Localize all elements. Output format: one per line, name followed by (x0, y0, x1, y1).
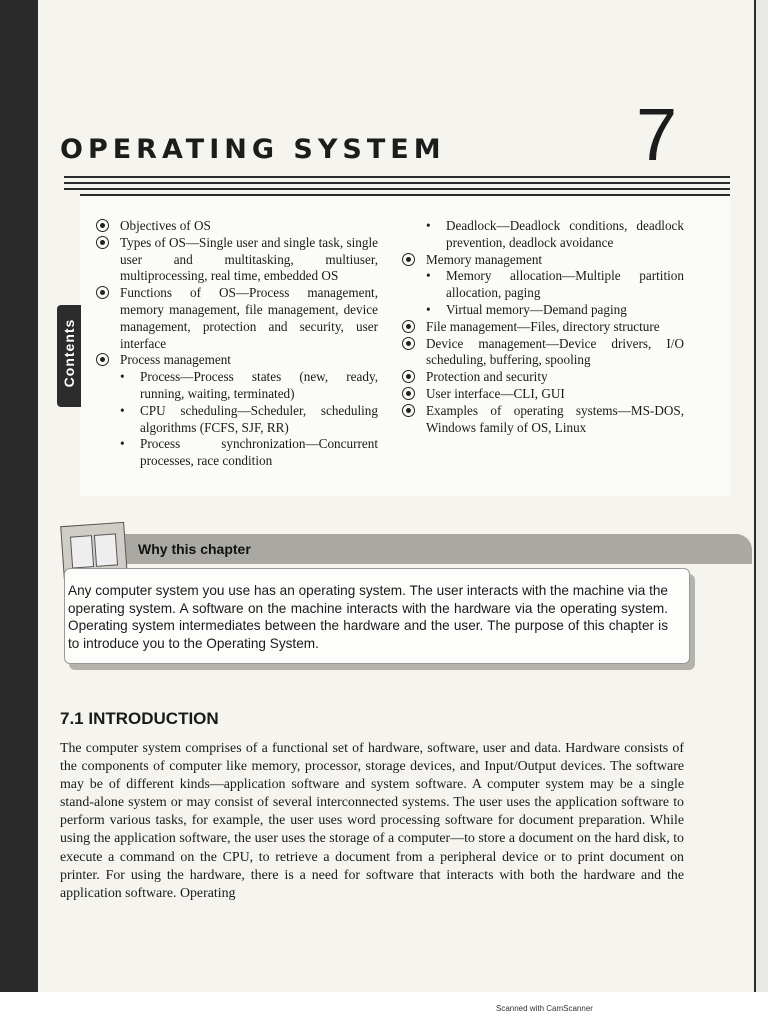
circled-dot-icon (402, 337, 415, 350)
bullet-icon: • (120, 402, 125, 418)
contents-text: CPU scheduling—Scheduler, scheduling algorithms (FCFS, SJF, RR) (140, 402, 378, 435)
contents-subitem (402, 268, 684, 302)
scan-footer (0, 992, 768, 1024)
bullet-icon: • (426, 218, 431, 233)
title-rule-3 (64, 188, 730, 190)
contents-text: Process—Process states (new, ready, running, waiting, terminated) (140, 369, 378, 401)
contents-text: Examples of operating systems—MS-DOS, Windows family of OS, Linux (426, 402, 684, 435)
contents-subitem (402, 302, 684, 319)
contents-item (96, 218, 378, 235)
chapter-title: OPERATING SYSTEM (60, 134, 446, 165)
page-binding-edge (0, 0, 38, 992)
contents-item (402, 403, 684, 437)
contents-tab (57, 305, 81, 407)
contents-item (402, 336, 684, 370)
circled-dot-icon (402, 253, 415, 266)
contents-subitem (96, 369, 378, 403)
contents-text: Deadlock—Deadlock conditions, deadlock prevention, deadlock avoidance (446, 218, 684, 250)
contents-subitem (96, 436, 378, 470)
section-body: The computer system comprises of a functional set of hardware, software, user and data. Hardware consists of the components of computer like memory, processor, storage devices, and Input/Output devices. The software may be of different kinds—application software and system software. A computer system may be a single stand-alone system or may consist of several interconnected systems. The user uses the application software to perform various tasks, for example, the user uses word processing software for document preparation. While using the application software, the user uses the storage of a computer—to store a document on the hard disk, to execute a command on the CPU, to retrieve a document from a peripheral device or to print document on printer. For using the hardware, there is a need for software that interacts with both the hardware and the application software. Operating (60, 741, 684, 901)
contents-text: Memory management (426, 251, 543, 267)
contents-item (96, 352, 378, 369)
circled-dot-icon (96, 353, 109, 366)
section-title: 7.1 INTRODUCTION (60, 709, 219, 728)
contents-text: Functions of OS—Process management, memory management, file management, device management, protection and security, user interface (120, 285, 378, 351)
contents-item (402, 386, 684, 403)
contents-text: Process synchronization—Concurrent processes, race condition (140, 436, 378, 469)
title-rule-1 (64, 176, 730, 178)
circled-dot-icon (96, 286, 109, 299)
contents-text: User interface—CLI, GUI (426, 385, 565, 401)
contents-subitem (96, 403, 378, 437)
chapter-number: 7 (636, 93, 678, 176)
bullet-icon: • (120, 436, 125, 452)
why-chapter-text: Any computer system you use has an operating system. The user interacts with the machine via the operating system. A software on the machine interacts with the hardware via the operating system. Operating system intermediates between the hardware and the user. The purpose of this chapter is to introduce you to the Operating System. (68, 583, 668, 651)
contents-item (402, 369, 684, 386)
contents-text: Types of OS—Single user and single task, single user and multitasking, multiuser, multiprocessing, real time, embedded OS (120, 234, 378, 284)
title-rule-2 (64, 182, 730, 184)
circled-dot-icon (402, 387, 415, 400)
why-chapter-heading: Why this chapter (138, 541, 251, 557)
contents-text: Virtual memory—Demand paging (446, 301, 627, 317)
contents-text: Device management—Device drivers, I/O scheduling, buffering, spooling (426, 335, 684, 368)
contents-text: Memory allocation—Multiple partition allocation, paging (446, 268, 684, 301)
contents-subitem (402, 218, 684, 252)
contents-left-column (96, 218, 378, 470)
circled-dot-icon (96, 236, 109, 249)
contents-item (402, 319, 684, 336)
contents-text: Process management (120, 352, 231, 368)
bullet-icon: • (120, 369, 125, 385)
circled-dot-icon (402, 370, 415, 383)
contents-item (402, 252, 684, 269)
bullet-icon: • (426, 268, 431, 284)
contents-text: File management—Files, directory structure (426, 318, 660, 334)
contents-text: Objectives of OS (120, 218, 211, 233)
contents-item (96, 285, 378, 352)
circled-dot-icon (96, 219, 109, 232)
contents-right-column (402, 218, 684, 436)
scanner-watermark: Scanned with CamScanner (496, 1004, 593, 1013)
contents-text: Protection and security (426, 369, 548, 385)
contents-item (96, 235, 378, 285)
circled-dot-icon (402, 320, 415, 333)
circled-dot-icon (402, 404, 415, 417)
contents-tab-label: Contents (61, 318, 77, 388)
bullet-icon: • (426, 301, 431, 317)
